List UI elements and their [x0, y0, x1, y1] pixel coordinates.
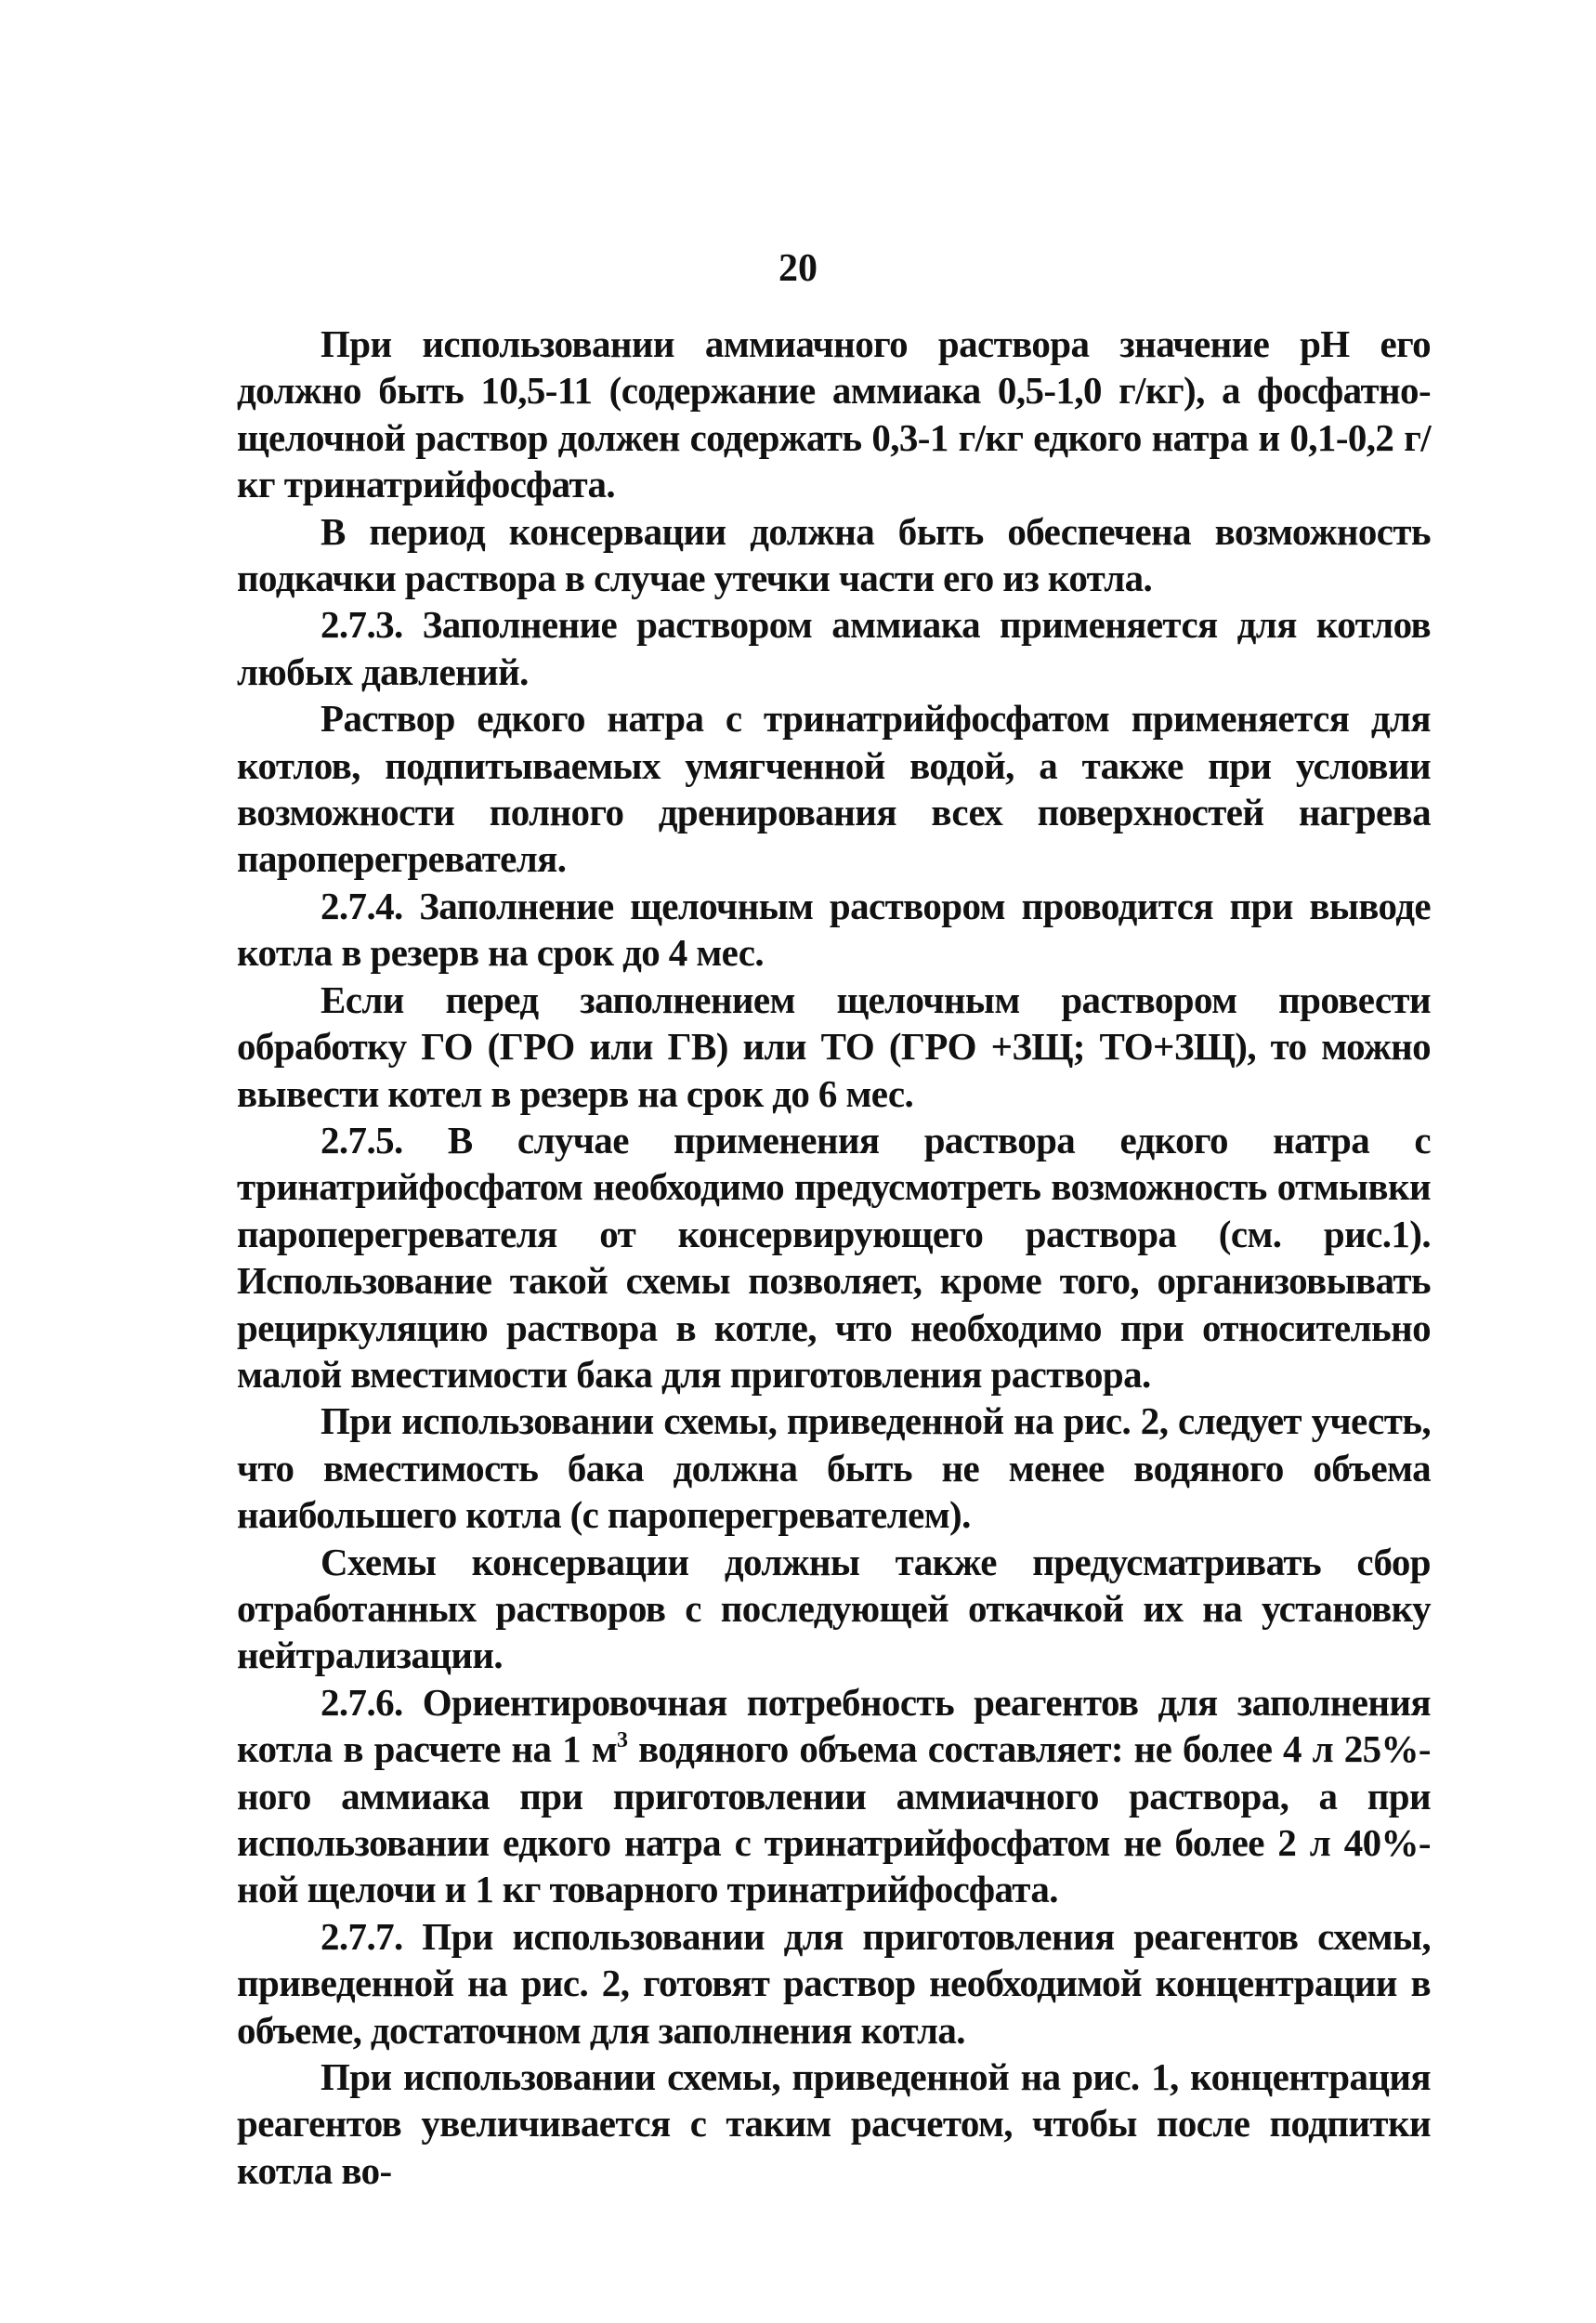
paragraph-2-7-7: 2.7.7. При использовании для приготовления реагентов схемы, приведенной на рис. 2, готовят раствор необходимой концентрации в объеме, достаточном для заполнения котла. [237, 1914, 1431, 2052]
paragraph-2-7-6 [237, 1679, 1431, 1913]
paragraph-2-7-6-part2: водяного объема составляет: не более 4 л 25%-ного аммиака при приготовлении аммиачного раствора, а при использовании едкого натра с тринатрийфосфатом не более 2 л 40%-ной щелочи и 1 кг товарного тринатрийфосфата. [237, 1727, 1431, 1911]
paragraph-ammonia-ph: При использовании аммиачного раствора значение pH его должно быть 10,5-11 (содержание аммиака 0,5-1,0 г/кг), а фосфатно-щелочной раствор должен содержать 0,3-1 г/кг едкого натра и 0,1-0,2 г/кг тринатрийфосфата. [237, 322, 1431, 506]
paragraph-reserve-6-months: Если перед заполнением щелочным раствором провести обработку ГО (ГРО или ГВ) или ТО (ГРО +ЗЩ; ТО+ЗЩ), то можно вывести котел в резерв на срок до 6 мес. [237, 978, 1431, 1115]
paragraph-conservation-refill: В период консервации должна быть обеспечена возможность подкачки раствора в случае утечки части его из котла. [237, 509, 1431, 600]
paragraph-2-7-4: 2.7.4. Заполнение щелочным раствором проводится при выводе котла в резерв на срок до 4 мес. [237, 884, 1431, 975]
paragraph-waste-collection: Схемы консервации должны также предусматривать сбор отработанных растворов с последующей откачкой их на установку нейтрализации. [237, 1540, 1431, 1677]
document-body [237, 321, 1431, 2194]
paragraph-fig2-tank: При использовании схемы, приведенной на рис. 2, следует учесть, что вместимость бака должна быть не менее водяного объема наибольшего котла (с пароперегревателем). [237, 1399, 1431, 1537]
paragraph-caustic-soda-usage: Раствор едкого натра с тринатрийфосфатом применяется для котлов, подпитываемых умягченной водой, а также при условии возможности полного дренирования всех поверхностей нагрева пароперегревателя. [237, 697, 1431, 881]
paragraph-2-7-5: 2.7.5. В случае применения раствора едкого натра с тринатрийфосфатом необходимо предусмотреть возможность отмывки пароперегревателя от консервирующего раствора (см. рис.1). Использование такой схемы позволяет, кроме того, организовывать рециркуляцию раствора в котле, что необходимо при относительно малой вместимости бака для приготовления раствора. [237, 1118, 1431, 1396]
paragraph-2-7-6-part1: 2.7.6. Ориентировочная потребность реагентов для заполнения котла в расчете на 1 м [237, 1680, 1431, 1771]
page-number: 20 [778, 247, 818, 290]
cubic-superscript: 3 [617, 1727, 628, 1752]
paragraph-2-7-3: 2.7.3. Заполнение раствором аммиака применяется для котлов любых давлений. [237, 603, 1431, 693]
paragraph-fig1-concentration: При использовании схемы, приведенной на рис. 1, концентрация реагентов увеличивается с таким расчетом, чтобы после подпитки котла во- [237, 2055, 1431, 2192]
